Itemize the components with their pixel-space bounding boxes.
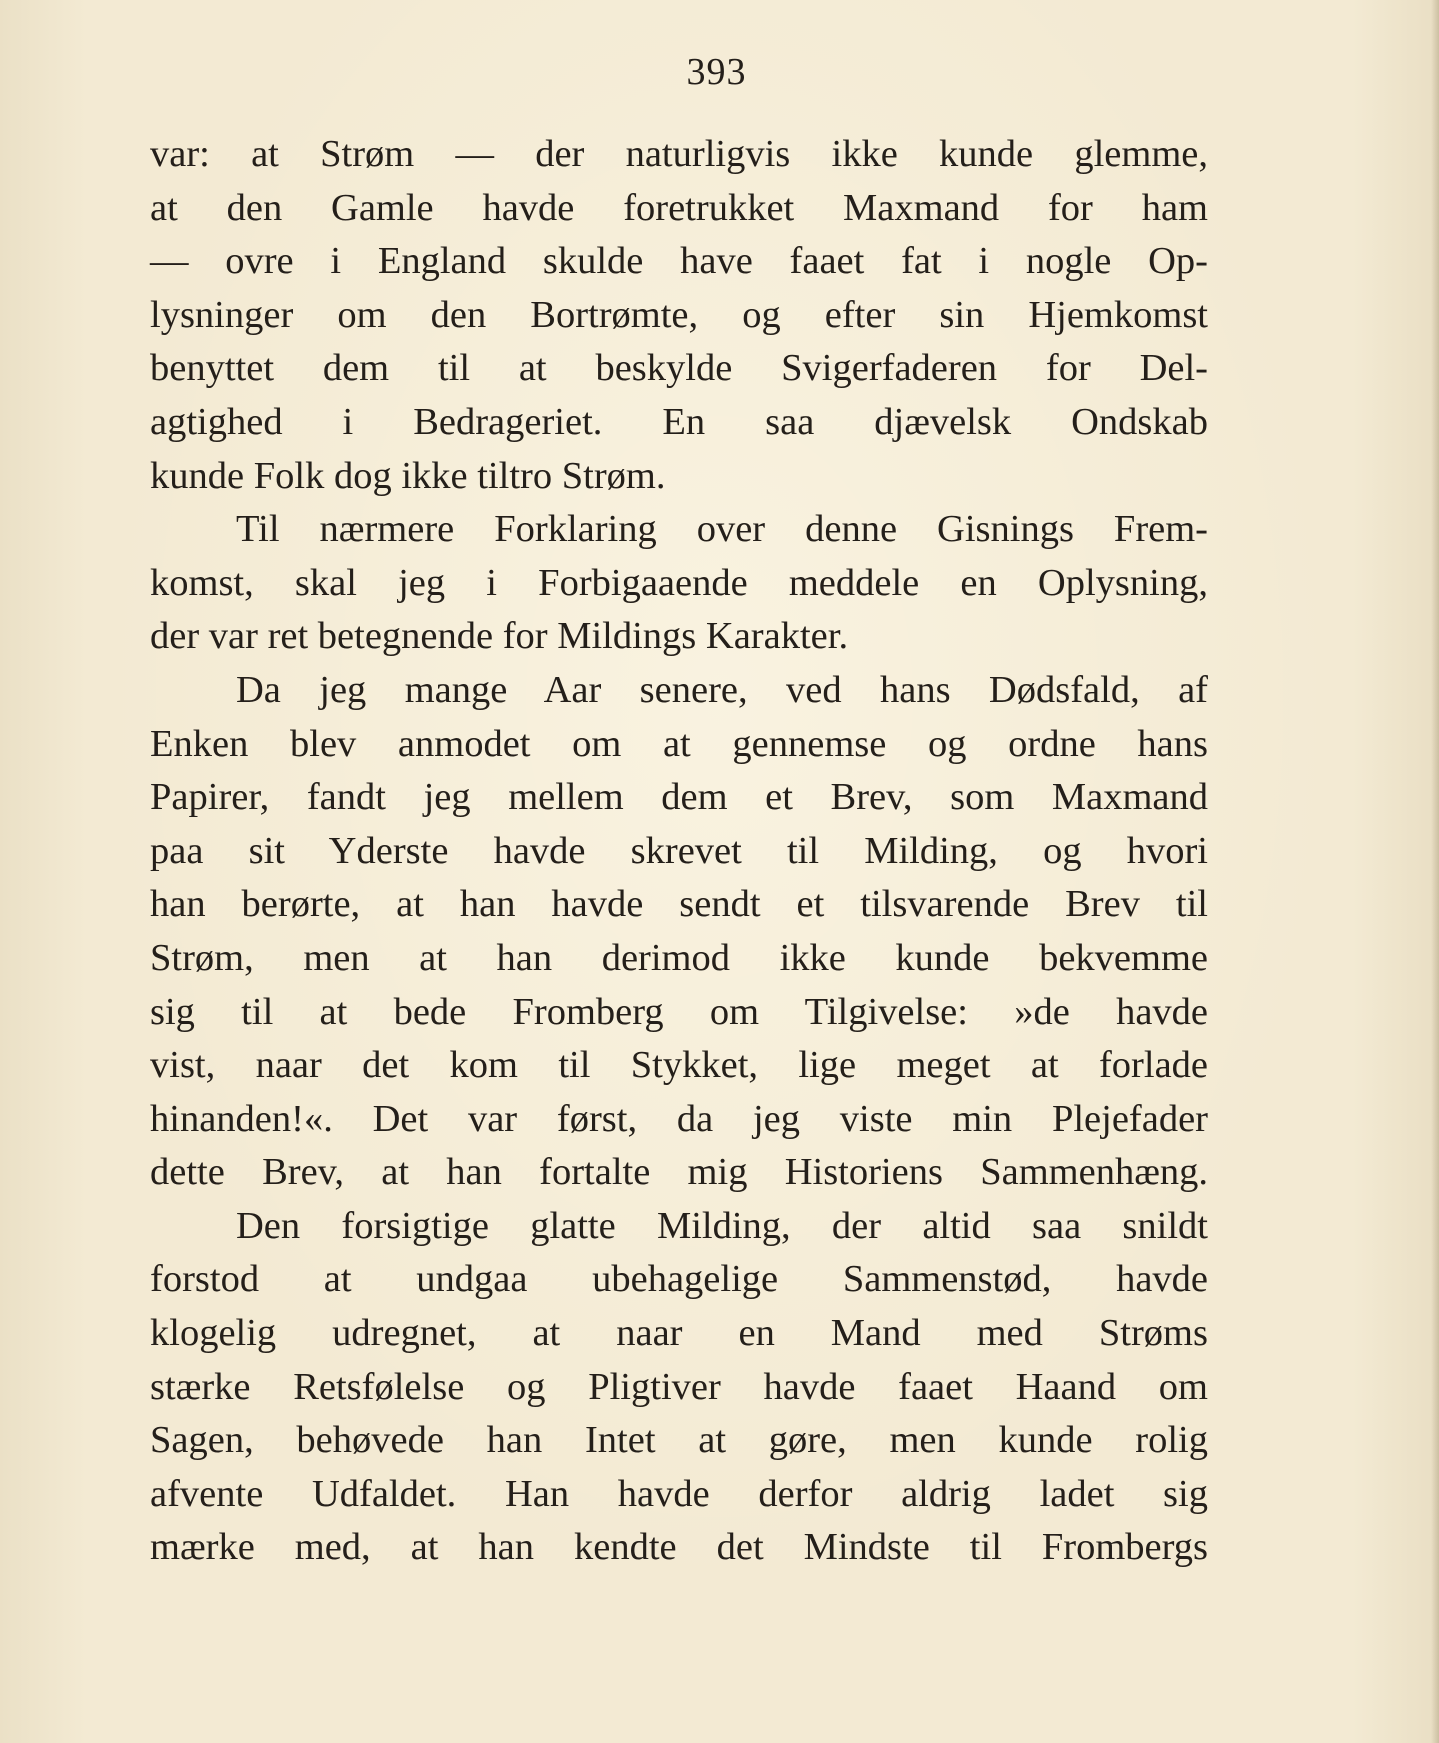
text-line: forstod at undgaa ubehagelige Sammenstød, havde	[150, 1258, 1208, 1301]
text-line: dette Brev, at han fortalte mig Historiens Sammenhæng.	[150, 1151, 1208, 1194]
text-line: Den forsigtige glatte Milding, der altid saa snildt	[236, 1204, 1208, 1247]
text-line: vist, naar det kom til Stykket, lige meget at forlade	[150, 1044, 1208, 1087]
text-line: var: at Strøm — der naturligvis ikke kunde glemme,	[150, 133, 1208, 175]
text-line: at den Gamle havde foretrukket Maxmand for ham	[150, 186, 1208, 229]
text-line: lysninger om den Bortrømte, og efter sin Hjemkomst	[150, 293, 1208, 336]
text-line: han berørte, at han havde sendt et tilsvarende Brev til	[150, 883, 1208, 926]
text-line: Strøm, men at han derimod ikke kunde bekvemme	[150, 936, 1208, 979]
text-line: mærke med, at han kendte det Mindste til Frombergs	[150, 1526, 1208, 1569]
text-line: komst, skal jeg i Forbigaaende meddele en Oplysning,	[150, 561, 1208, 604]
text-line: paa sit Yderste havde skrevet til Milding, og hvori	[150, 829, 1208, 872]
text-line: klogelig udregnet, at naar en Mand med Strøms	[150, 1312, 1208, 1355]
text-line: sig til at bede Fromberg om Tilgivelse: »de havde	[150, 990, 1208, 1033]
text-line: Til nærmere Forklaring over denne Gisnings Frem-	[236, 508, 1208, 551]
text-line: agtighed i Bedrageriet. En saa djævelsk Ondskab	[150, 400, 1208, 443]
text-line: kunde Folk dog ikke tiltro Strøm.	[150, 454, 666, 497]
text-line: Sagen, behøvede han Intet at gøre, men kunde rolig	[150, 1419, 1208, 1462]
text-line: afvente Udfaldet. Han havde derfor aldrig ladet sig	[150, 1472, 1208, 1515]
text-line: der var ret betegnende for Mildings Karakter.	[150, 615, 849, 658]
text-line: benyttet dem til at beskylde Svigerfaderen for Del-	[150, 347, 1208, 390]
text-line: — ovre i England skulde have faaet fat i nogle Op-	[150, 240, 1208, 283]
page-edge-shadow	[1431, 0, 1439, 1743]
text-line: hinanden!«. Det var først, da jeg viste min Plejefader	[150, 1097, 1208, 1140]
text-line: Enken blev anmodet om at gennemse og ordne hans	[150, 722, 1208, 765]
text-line: stærke Retsfølelse og Pligtiver havde faaet Haand om	[150, 1365, 1208, 1408]
text-line: Da jeg mange Aar senere, ved hans Dødsfald, af	[236, 668, 1208, 711]
text-line: Papirer, fandt jeg mellem dem et Brev, som Maxmand	[150, 776, 1208, 819]
page-number: 393	[686, 51, 747, 93]
body-text	[150, 128, 1208, 1575]
